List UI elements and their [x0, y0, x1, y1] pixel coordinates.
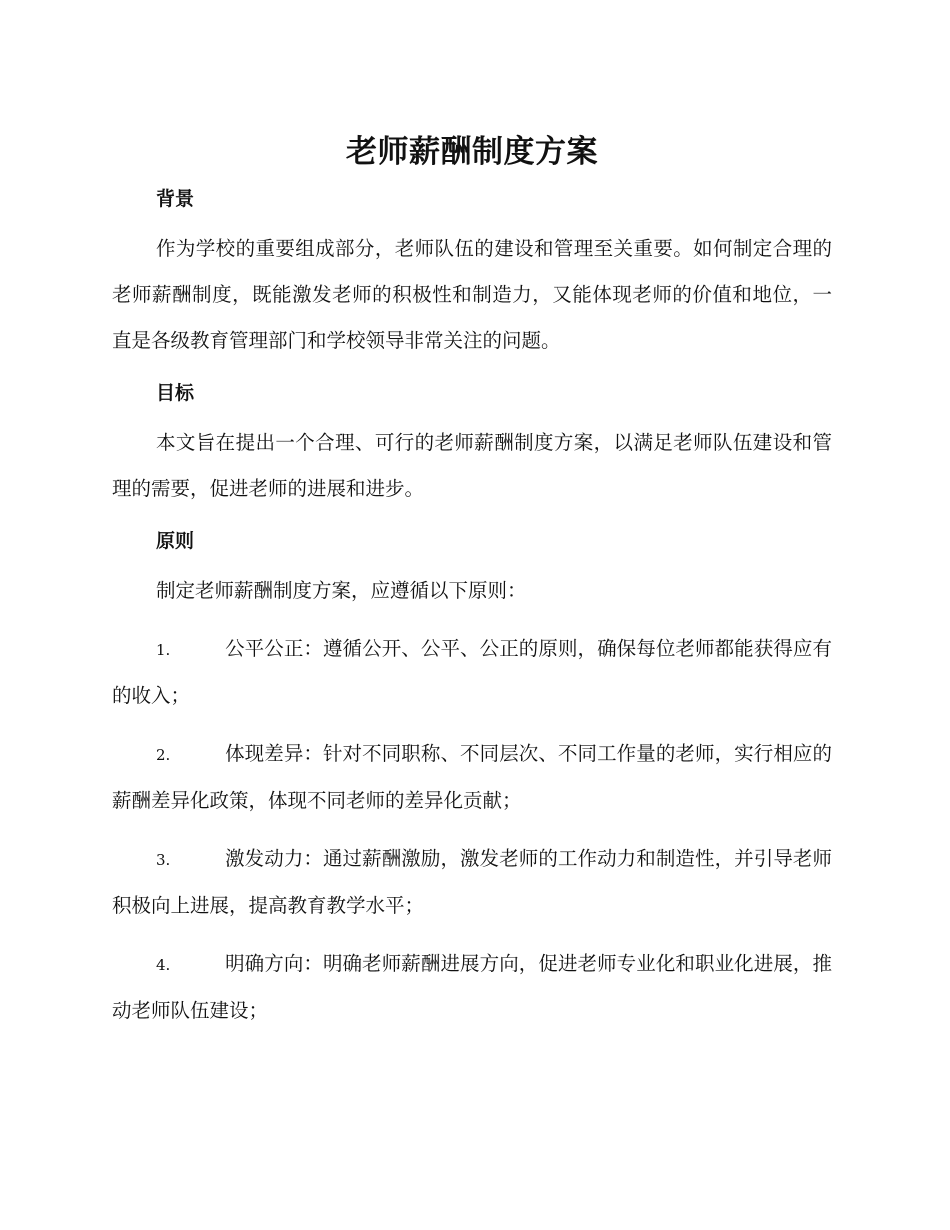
list-item-text: 明确方向：明确老师薪酬进展方向，促进老师专业化和职业化进展，推动老师队伍建设； — [112, 952, 832, 1022]
list-number: 4. — [156, 956, 171, 974]
list-item-text: 公平公正：遵循公开、公平、公正的原则，确保每位老师都能获得应有的收入； — [112, 637, 832, 707]
section-heading-principles: 原则 — [156, 530, 195, 552]
section-principles — [112, 524, 832, 1034]
document-title: 老师薪酬制度方案 — [346, 134, 598, 170]
principles-intro-paragraph: 制定老师薪酬制度方案，应遵循以下原则： — [156, 579, 527, 602]
principle-item-4 — [112, 941, 832, 1034]
section-goal — [112, 376, 832, 512]
list-item-text: 体现差异：针对不同职称、不同层次、不同工作量的老师，实行相应的薪酬差异化政策，体现不同老师的差异化贡献； — [112, 742, 832, 812]
list-number: 2. — [156, 746, 171, 764]
goal-paragraph: 本文旨在提出一个合理、可行的老师薪酬制度方案，以满足老师队伍建设和管理的需要，促进老师的进展和进步。 — [112, 431, 832, 500]
principle-item-3 — [112, 836, 832, 929]
list-number: 3. — [156, 851, 171, 869]
section-heading-background: 背景 — [156, 188, 195, 210]
principle-item-2 — [112, 731, 832, 824]
section-heading-goal: 目标 — [156, 382, 195, 404]
list-number: 1. — [156, 641, 171, 659]
background-paragraph: 作为学校的重要组成部分，老师队伍的建设和管理至关重要。如何制定合理的老师薪酬制度，既能激发老师的积极性和制造力，又能体现老师的价值和地位，一直是各级教育管理部门和学校领导非常关注的问题。 — [112, 237, 832, 352]
section-background — [112, 182, 832, 364]
principle-item-1 — [112, 626, 832, 719]
list-item-text: 激发动力：通过薪酬激励，激发老师的工作动力和制造性，并引导老师积极向上进展，提高教育教学水平； — [112, 847, 832, 917]
